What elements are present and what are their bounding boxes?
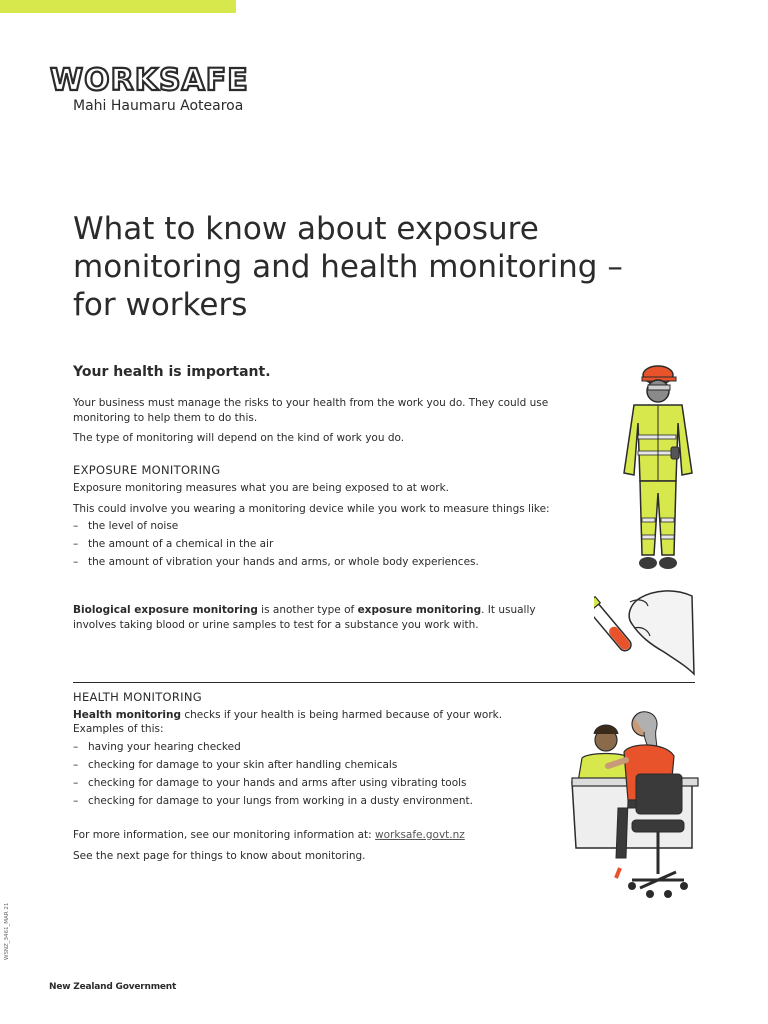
- file-id: WSNZ_3461_MAR 21: [4, 902, 10, 960]
- section-divider: [73, 682, 695, 683]
- list-item: – having your hearing checked: [73, 738, 473, 756]
- worksafe-link[interactable]: worksafe.govt.nz: [375, 829, 465, 841]
- next-page-note: See the next page for things to know about monitoring.: [73, 850, 366, 862]
- bold-term: Biological exposure monitoring: [73, 604, 258, 616]
- exposure-paragraph-1: Exposure monitoring measures what you are being exposed to at work.: [73, 482, 450, 494]
- health-check-illustration: [570, 708, 702, 900]
- text-run: is another type of: [257, 604, 358, 616]
- list-item: – the amount of vibration your hands and arms, or whole body experiences.: [73, 553, 479, 571]
- text-run: checks if your health is being harmed because of your work.: [180, 709, 503, 721]
- intro-paragraph-2: The type of monitoring will depend on the kind of work you do.: [73, 432, 405, 444]
- health-heading: HEALTH MONITORING: [73, 690, 202, 704]
- health-paragraph: [73, 708, 573, 723]
- text-run: . It usually involves taking blood or urine samples to test for a substance you work with.: [73, 604, 536, 631]
- tagline: Mahi Haumaru Aotearoa: [73, 98, 244, 114]
- intro-paragraph-1: Your business must manage the risks to your health from the work you do. They could use monitoring to help them to do this.: [73, 397, 549, 424]
- bold-term: Health monitoring: [73, 709, 181, 721]
- intro-heading: Your health is important.: [73, 364, 271, 380]
- nz-government-logo: New Zealand Government: [49, 982, 177, 992]
- exposure-paragraph-2: This could involve you wearing a monitoring device while you work to measure things like:: [73, 503, 550, 515]
- worksafe-logo: WORKSAFE: [50, 63, 249, 98]
- text-run: For more information, see our monitoring information at:: [73, 829, 376, 841]
- biological-paragraph: [73, 603, 563, 633]
- list-item: – checking for damage to your hands and arms after using vibrating tools: [73, 774, 473, 792]
- accent-bar: [0, 0, 236, 13]
- examples-label: Examples of this:: [73, 723, 164, 735]
- more-info-paragraph: [73, 828, 573, 843]
- bold-term: exposure monitoring: [357, 604, 482, 616]
- health-list: [73, 738, 473, 810]
- hi-vis-worker-illustration: [612, 363, 698, 575]
- page-title: What to know about exposure monitoring and health monitoring – for workers: [73, 211, 623, 323]
- list-item: – the level of noise: [73, 517, 479, 535]
- exposure-list: [73, 517, 479, 571]
- exposure-heading: EXPOSURE MONITORING: [73, 463, 221, 477]
- list-item: – checking for damage to your skin after handling chemicals: [73, 756, 473, 774]
- test-tube-hand-illustration: [594, 586, 696, 682]
- list-item: – checking for damage to your lungs from working in a dusty environment.: [73, 792, 473, 810]
- list-item: – the amount of a chemical in the air: [73, 535, 479, 553]
